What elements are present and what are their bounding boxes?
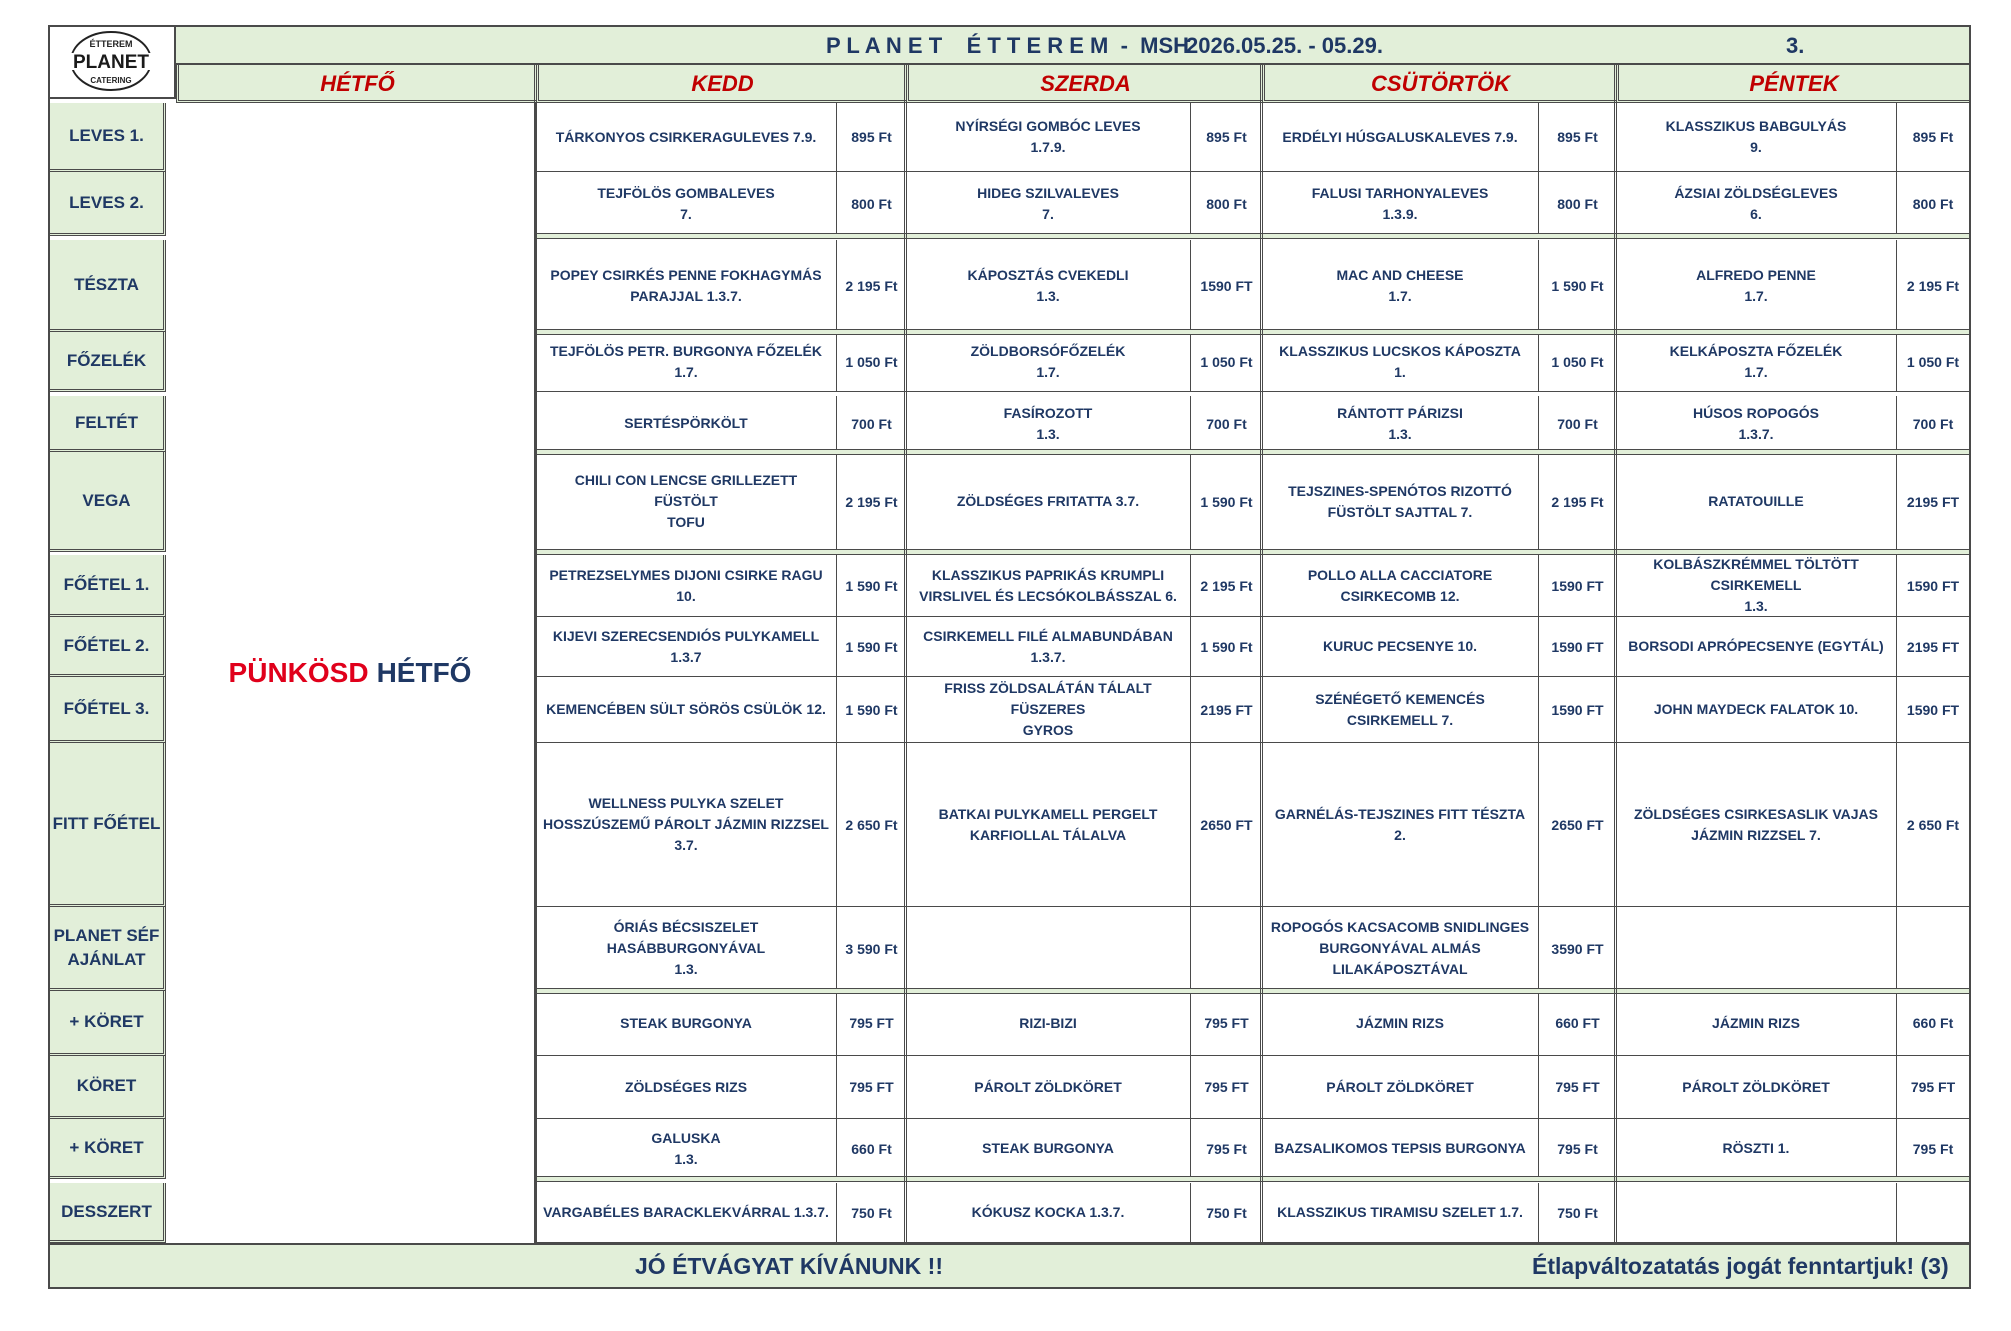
dish-name: TEJFÖLÖS GOMBALEVES 7. <box>536 172 836 236</box>
section-divider <box>536 449 1969 455</box>
dish-name: PÁROLT ZÖLDKÖRET <box>1616 1056 1896 1119</box>
logo-top-text: ÉTTEREM <box>89 39 133 49</box>
row-label: TÉSZTA <box>50 240 166 332</box>
dish-name: ERDÉLYI HÚSGALUSKALEVES 7.9. <box>1262 103 1538 172</box>
row-label: VEGA <box>50 452 166 552</box>
dish-name: HIDEG SZILVALEVES 7. <box>906 172 1190 236</box>
row-label: + KÖRET <box>50 991 166 1056</box>
dish-price: 750 Ft <box>1538 1183 1616 1243</box>
title-bar <box>176 27 1969 65</box>
dish-price: 660 Ft <box>1896 991 1969 1056</box>
dish-name: KURUC PECSENYE 10. <box>1262 617 1538 677</box>
dish-name: KEMENCÉBEN SÜLT SÖRÖS CSÜLÖK 12. <box>536 677 836 743</box>
holiday-day: HÉTFŐ <box>376 657 472 688</box>
dish-price: 700 Ft <box>836 396 906 452</box>
dish-price: 1590 FT <box>1538 617 1616 677</box>
row-label: LEVES 1. <box>50 103 166 172</box>
dish-price: 800 Ft <box>1538 172 1616 236</box>
dish-name: RÖSZTI 1. <box>1616 1119 1896 1179</box>
row-label: KÖRET <box>50 1056 166 1119</box>
row-label: FŐÉTEL 1. <box>50 555 166 617</box>
dish-name: FALUSI TARHONYALEVES 1.3.9. <box>1262 172 1538 236</box>
footer-greeting: JÓ ÉTVÁGYAT KÍVÁNUNK !! <box>635 1253 943 1279</box>
dish-price: 795 FT <box>1190 991 1262 1056</box>
dish-price: 800 Ft <box>836 172 906 236</box>
dish-name: ZÖLDSÉGES CSIRKESASLIK VAJAS JÁZMIN RIZZSEL 7. <box>1616 743 1896 907</box>
dish-price: 1 590 Ft <box>1190 617 1262 677</box>
dish-name: SERTÉSPÖRKÖLT <box>536 396 836 452</box>
dish-price: 795 FT <box>1538 1056 1616 1119</box>
dish-name: KOLBÁSZKRÉMMEL TÖLTÖTT CSIRKEMELL 1.3. <box>1616 555 1896 617</box>
row-label: PLANET SÉF AJÁNLAT <box>50 907 166 991</box>
dish-name: GARNÉLÁS-TEJSZINES FITT TÉSZTA 2. <box>1262 743 1538 907</box>
dish-price: 795 FT <box>1190 1056 1262 1119</box>
dish-price: 895 Ft <box>1190 103 1262 172</box>
dish-price: 795 Ft <box>1190 1119 1262 1179</box>
dish-name: RÁNTOTT PÁRIZSI 1.3. <box>1262 396 1538 452</box>
dish-name: KLASSZIKUS PAPRIKÁS KRUMPLI VIRSLIVEL ÉS LECSÓKOLBÁSSZAL 6. <box>906 555 1190 617</box>
dish-price <box>1190 907 1262 991</box>
dish-price: 895 Ft <box>1896 103 1969 172</box>
section-divider <box>536 329 1969 335</box>
dish-price: 1 050 Ft <box>836 332 906 392</box>
date-range: 2026.05.25. - 05.29. <box>1186 33 1383 58</box>
dish-price: 700 Ft <box>1896 396 1969 452</box>
planet-catering-logo <box>50 27 176 99</box>
dish-price <box>1896 907 1969 991</box>
dish-price: 795 Ft <box>1896 1119 1969 1179</box>
dish-price: 795 FT <box>1896 1056 1969 1119</box>
dish-name: KLASSZIKUS BABGULYÁS 9. <box>1616 103 1896 172</box>
row-label: FELTÉT <box>50 396 166 452</box>
dish-name: TEJFÖLÖS PETR. BURGONYA FŐZELÉK 1.7. <box>536 332 836 392</box>
dish-price: 1590 FT <box>1538 555 1616 617</box>
dish-price: 750 Ft <box>836 1183 906 1243</box>
dish-name: RIZI-BIZI <box>906 991 1190 1056</box>
dish-name: ROPOGÓS KACSACOMB SNIDLINGES BURGONYÁVAL ALMÁS LILAKÁPOSZTÁVAL <box>1262 907 1538 991</box>
row-label: FŐÉTEL 2. <box>50 617 166 677</box>
dish-name: KELKÁPOSZTA FŐZELÉK 1.7. <box>1616 332 1896 392</box>
dish-price: 2195 FT <box>1896 452 1969 552</box>
dish-name: JÁZMIN RIZS <box>1616 991 1896 1056</box>
footer-disclaimer: Étlapváltozatatás jogát fenntartjuk! (3) <box>1532 1253 1949 1279</box>
dish-name: KÁPOSZTÁS CVEKEDLI 1.3. <box>906 240 1190 332</box>
dish-price: 700 Ft <box>1538 396 1616 452</box>
dish-name: STEAK BURGONYA <box>536 991 836 1056</box>
dish-price: 800 Ft <box>1896 172 1969 236</box>
dish-name: NYÍRSÉGI GOMBÓC LEVES 1.7.9. <box>906 103 1190 172</box>
dish-price: 895 Ft <box>1538 103 1616 172</box>
section-divider <box>536 1176 1969 1182</box>
dish-name: ÁZSIAI ZÖLDSÉGLEVES 6. <box>1616 172 1896 236</box>
dish-price: 895 Ft <box>836 103 906 172</box>
section-divider <box>536 988 1969 994</box>
dish-name: KLASSZIKUS TIRAMISU SZELET 1.7. <box>1262 1183 1538 1243</box>
dish-name: VARGABÉLES BARACKLEKVÁRRAL 1.3.7. <box>536 1183 836 1243</box>
dish-price: 1590 FT <box>1190 240 1262 332</box>
dish-price: 1590 FT <box>1896 555 1969 617</box>
dish-price: 2 195 Ft <box>836 452 906 552</box>
dish-name: CSIRKEMELL FILÉ ALMABUNDÁBAN 1.3.7. <box>906 617 1190 677</box>
dish-price: 2 650 Ft <box>1896 743 1969 907</box>
dish-name: PETREZSELYMES DIJONI CSIRKE RAGU 10. <box>536 555 836 617</box>
dish-price <box>1896 1183 1969 1243</box>
dish-name <box>1616 907 1896 991</box>
day-header-4: CSÜTÖRTÖK <box>1262 65 1616 103</box>
dish-name: FRISS ZÖLDSALÁTÁN TÁLALT FÜSZERES GYROS <box>906 677 1190 743</box>
dish-price: 1 590 Ft <box>1538 240 1616 332</box>
dish-name: JÁZMIN RIZS <box>1262 991 1538 1056</box>
dish-name: ZÖLDSÉGES RIZS <box>536 1056 836 1119</box>
dish-name: KLASSZIKUS LUCSKOS KÁPOSZTA 1. <box>1262 332 1538 392</box>
week-number: 3. <box>1786 33 1805 58</box>
dish-price: 660 FT <box>1538 991 1616 1056</box>
dish-name: JOHN MAYDECK FALATOK 10. <box>1616 677 1896 743</box>
dish-name: BORSODI APRÓPECSENYE (EGYTÁL) <box>1616 617 1896 677</box>
dish-name <box>906 907 1190 991</box>
logo-bottom-text: CATERING <box>90 76 132 85</box>
dish-price: 2650 FT <box>1538 743 1616 907</box>
dish-price: 750 Ft <box>1190 1183 1262 1243</box>
dish-price: 1590 FT <box>1896 677 1969 743</box>
dish-price: 2195 FT <box>1896 617 1969 677</box>
dish-price: 1 590 Ft <box>836 617 906 677</box>
row-label: FŐÉTEL 3. <box>50 677 166 743</box>
restaurant-title: P L A N E T É T T E R E M - MSH <box>826 33 1190 58</box>
row-label: FITT FŐÉTEL <box>50 743 166 907</box>
dish-name: FASÍROZOTT 1.3. <box>906 396 1190 452</box>
dish-name: ALFREDO PENNE 1.7. <box>1616 240 1896 332</box>
section-divider <box>536 233 1969 239</box>
dish-price: 700 Ft <box>1190 396 1262 452</box>
dish-name <box>1616 1183 1896 1243</box>
holiday-name: PÜNKÖSD <box>228 657 369 688</box>
dish-price: 795 FT <box>836 991 906 1056</box>
monday-holiday-note <box>166 103 536 1243</box>
dish-name: POLLO ALLA CACCIATORE CSIRKECOMB 12. <box>1262 555 1538 617</box>
day-column-divider <box>1614 65 1617 1243</box>
dish-price: 1 050 Ft <box>1896 332 1969 392</box>
dish-price: 2 195 Ft <box>1190 555 1262 617</box>
day-header-1: HÉTFŐ <box>176 65 536 103</box>
dish-price: 795 Ft <box>1538 1119 1616 1179</box>
dish-price: 1590 FT <box>1538 677 1616 743</box>
dish-name: CHILI CON LENCSE GRILLEZETT FÜSTÖLT TOFU <box>536 452 836 552</box>
footer-bar <box>50 1243 1969 1287</box>
dish-name: BAZSALIKOMOS TEPSIS BURGONYA <box>1262 1119 1538 1179</box>
dish-price: 3 590 Ft <box>836 907 906 991</box>
dish-name: PÁROLT ZÖLDKÖRET <box>906 1056 1190 1119</box>
day-header-2: KEDD <box>536 65 906 103</box>
dish-price: 3590 FT <box>1538 907 1616 991</box>
dish-price: 1 590 Ft <box>836 677 906 743</box>
dish-price: 800 Ft <box>1190 172 1262 236</box>
dish-name: SZÉNÉGETŐ KEMENCÉS CSIRKEMELL 7. <box>1262 677 1538 743</box>
dish-price: 1 050 Ft <box>1190 332 1262 392</box>
dish-name: KIJEVI SZERECSENDIÓS PULYKAMELL 1.3.7 <box>536 617 836 677</box>
row-label: FŐZELÉK <box>50 332 166 392</box>
dish-price: 660 Ft <box>836 1119 906 1179</box>
dish-name: KÓKUSZ KOCKA 1.3.7. <box>906 1183 1190 1243</box>
dish-name: TÁRKONYOS CSIRKERAGULEVES 7.9. <box>536 103 836 172</box>
day-header-row <box>176 65 1969 103</box>
dish-price: 1 590 Ft <box>836 555 906 617</box>
day-header-5: PÉNTEK <box>1616 65 1969 103</box>
dish-price: 1 590 Ft <box>1190 452 1262 552</box>
dish-name: MAC AND CHEESE 1.7. <box>1262 240 1538 332</box>
logo-main-text: PLANET <box>73 52 149 73</box>
day-column-divider <box>904 65 907 1243</box>
dish-price: 2 195 Ft <box>836 240 906 332</box>
section-divider <box>536 549 1969 555</box>
dish-name: ÓRIÁS BÉCSISZELET HASÁBBURGONYÁVAL 1.3. <box>536 907 836 991</box>
dish-name: TEJSZINES-SPENÓTOS RIZOTTÓ FÜSTÖLT SAJTTAL 7. <box>1262 452 1538 552</box>
dish-name: WELLNESS PULYKA SZELET HOSSZÚSZEMŰ PÁROLT JÁZMIN RIZZSEL 3.7. <box>536 743 836 907</box>
day-header-3: SZERDA <box>906 65 1262 103</box>
dish-name: BATKAI PULYKAMELL PERGELT KARFIOLLAL TÁLALVA <box>906 743 1190 907</box>
dish-name: GALUSKA 1.3. <box>536 1119 836 1179</box>
dish-name: POPEY CSIRKÉS PENNE FOKHAGYMÁS PARAJJAL 1.3.7. <box>536 240 836 332</box>
dish-price: 2650 FT <box>1190 743 1262 907</box>
dish-price: 1 050 Ft <box>1538 332 1616 392</box>
dish-price: 795 FT <box>836 1056 906 1119</box>
dish-name: ZÖLDBORSÓFŐZELÉK 1.7. <box>906 332 1190 392</box>
dish-price: 2195 FT <box>1190 677 1262 743</box>
dish-name: ZÖLDSÉGES FRITATTA 3.7. <box>906 452 1190 552</box>
dish-price: 2 195 Ft <box>1538 452 1616 552</box>
dish-name: RATATOUILLE <box>1616 452 1896 552</box>
row-label: + KÖRET <box>50 1119 166 1179</box>
dish-name: HÚSOS ROPOGÓS 1.3.7. <box>1616 396 1896 452</box>
dish-name: PÁROLT ZÖLDKÖRET <box>1262 1056 1538 1119</box>
day-column-divider <box>1260 65 1263 1243</box>
row-label: LEVES 2. <box>50 172 166 236</box>
dish-price: 2 650 Ft <box>836 743 906 907</box>
row-label: DESSZERT <box>50 1183 166 1243</box>
dish-name: STEAK BURGONYA <box>906 1119 1190 1179</box>
dish-price: 2 195 Ft <box>1896 240 1969 332</box>
